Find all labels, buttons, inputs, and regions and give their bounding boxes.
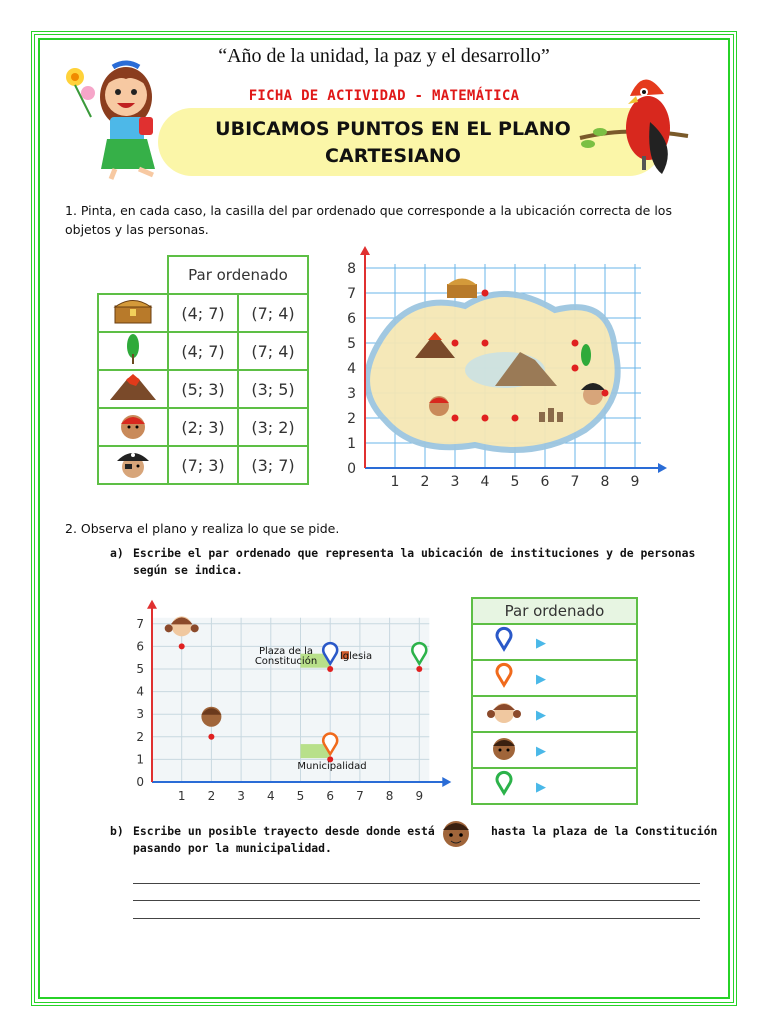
bird-illustration-icon [578,66,698,176]
arrow-right-icon: ▶ [536,636,546,651]
item-b-text-before: Escribe un posible trayecto desde donde está [133,824,435,838]
x-tick-label: 3 [237,789,245,803]
arrow-right-icon: ▶ [536,780,546,795]
item-b-text-after: hasta la plaza de la Constitución [491,824,718,838]
x-tick-label: 2 [207,789,216,803]
treasure-map-plane [335,250,665,490]
map-point [482,415,489,422]
table-row [98,294,308,332]
pair-option[interactable]: (4; 7) [168,294,238,332]
girl-bandana-icon [98,408,168,446]
answer-line[interactable] [133,918,700,919]
y-tick-label: 3 [136,707,144,722]
x-axis-arrow [442,777,451,787]
iglesia-label: Iglesia [339,651,373,662]
map-point [482,290,489,297]
y-tick-label: 1 [347,436,356,452]
answer-cell[interactable] [534,732,637,768]
answer-cell[interactable] [534,624,637,660]
x-tick-label: 4 [266,789,275,803]
item-a-text: Escribe el par ordenado que representa la ubicación de instituciones y de personas según se indica. [133,546,696,577]
x-tick-label: 7 [570,474,580,490]
answer-cell[interactable] [534,696,637,732]
boy-face-icon [472,732,534,768]
grid-point [416,666,422,672]
table-row [472,660,637,696]
municipalidad-label: Municipalidad [297,761,367,772]
tree-icon [98,332,168,370]
y-tick-label: 8 [347,261,356,277]
treasure-chest-icon [98,294,168,332]
city-grid-plane [130,592,460,812]
y-tick-label: 7 [136,616,144,631]
plaza-label-1: Plaza de la [258,646,314,657]
y-tick-label: 0 [136,775,144,789]
y-tick-label: 2 [136,729,144,744]
table-row [472,696,637,732]
x-tick-label: 2 [420,474,430,490]
table-row [472,768,637,804]
pair-option[interactable]: (3; 7) [238,446,308,484]
table-corner [98,256,168,294]
table-row [98,446,308,484]
x-tick-label: 1 [390,474,400,490]
y-tick-label: 2 [347,411,356,427]
volcano-icon [98,370,168,408]
y-tick-label: 4 [347,361,356,377]
answer-line[interactable] [133,883,700,884]
blue-pin-icon [472,624,534,660]
table-row [98,332,308,370]
y-tick-label: 5 [136,662,144,676]
y-tick-label: 5 [347,336,356,352]
y-tick-label: 7 [347,286,356,302]
girl-pigtail [191,624,199,632]
x-tick-label: 8 [600,474,610,490]
x-tick-label: 7 [356,789,364,803]
table-row [98,370,308,408]
map-treasure-chest-icon [447,279,477,299]
map-point [602,390,609,397]
table-header: Par ordenado [168,256,308,294]
x-tick-label: 8 [385,789,394,803]
activity-label: FICHA DE ACTIVIDAD - MATEMÁTICA [248,88,520,104]
girl-pigtail [165,624,173,632]
answer-cell[interactable] [534,768,637,804]
pair-option[interactable]: (7; 3) [168,446,238,484]
y-axis-arrow [147,600,157,609]
motto: “Año de la unidad, la paz y el desarrollo” [218,45,550,67]
grid-point [327,666,333,672]
girl-face-icon [472,696,534,732]
question-1-text: 1. Pinta, en cada caso, la casilla del par ordenado que corresponde a la ubicación correcta de los objetos y las personas. [65,203,672,237]
grid-point [179,643,185,649]
x-tick-label: 9 [630,474,640,490]
arrow-right-icon: ▶ [536,744,546,759]
map-point [452,340,459,347]
y-tick-label: 6 [136,639,144,654]
answer-line[interactable] [133,900,700,901]
x-tick-label: 6 [326,789,335,803]
y-tick-label: 4 [136,684,144,699]
map-point [482,340,489,347]
pair-option[interactable]: (4; 7) [168,332,238,370]
x-tick-label: 4 [480,474,490,490]
page-title [178,116,608,170]
green-pin-icon [472,768,534,804]
y-tick-label: 3 [347,386,356,402]
grid-point [208,734,214,740]
plaza-label-2: Constitución [254,656,318,667]
boy-face-inline-icon [437,818,475,848]
y-tick-label: 6 [347,311,356,327]
y-tick-label: 0 [347,461,356,477]
ordered-pair-table-1 [97,255,309,485]
x-tick-label: 9 [415,789,424,803]
table-header: Par ordenado [472,598,637,624]
x-tick-label: 1 [177,789,186,803]
item-b-label: b) [110,824,124,838]
question-2-text: 2. Observa el plano y realiza lo que se pide. [65,521,340,536]
x-tick-label: 5 [296,789,305,803]
ordered-pair-table-2 [471,597,638,805]
grid-background [152,618,429,782]
answer-cell[interactable] [534,660,637,696]
x-tick-label: 6 [540,474,550,490]
map-point [572,365,579,372]
arrow-right-icon: ▶ [536,708,546,723]
pair-option[interactable]: (2; 3) [168,408,238,446]
pair-option[interactable]: (7; 4) [238,332,308,370]
map-point [512,415,519,422]
map-point [572,340,579,347]
map-tree-icon [581,344,591,366]
table-row [472,732,637,768]
pair-option[interactable]: (5; 3) [168,370,238,408]
x-tick-label: 5 [510,474,520,490]
orange-pin-icon [472,660,534,696]
table-row [98,408,308,446]
title-line-2: CARTESIANO [325,145,461,167]
item-b-text-line2: pasando por la municipalidad. [133,841,332,855]
map-girl-icon [429,396,449,416]
arrow-right-icon: ▶ [536,672,546,687]
table-row [472,624,637,660]
map-point [452,415,459,422]
pirate-icon [98,446,168,484]
pair-option[interactable]: (3; 2) [238,408,308,446]
girl-illustration-icon [58,52,168,182]
title-line-1: UBICAMOS PUNTOS EN EL PLANO [215,118,571,140]
y-tick-label: 1 [136,752,144,767]
pair-option[interactable]: (3; 5) [238,370,308,408]
pair-option[interactable]: (7; 4) [238,294,308,332]
item-a-label: a) [110,546,124,560]
x-tick-label: 3 [450,474,460,490]
